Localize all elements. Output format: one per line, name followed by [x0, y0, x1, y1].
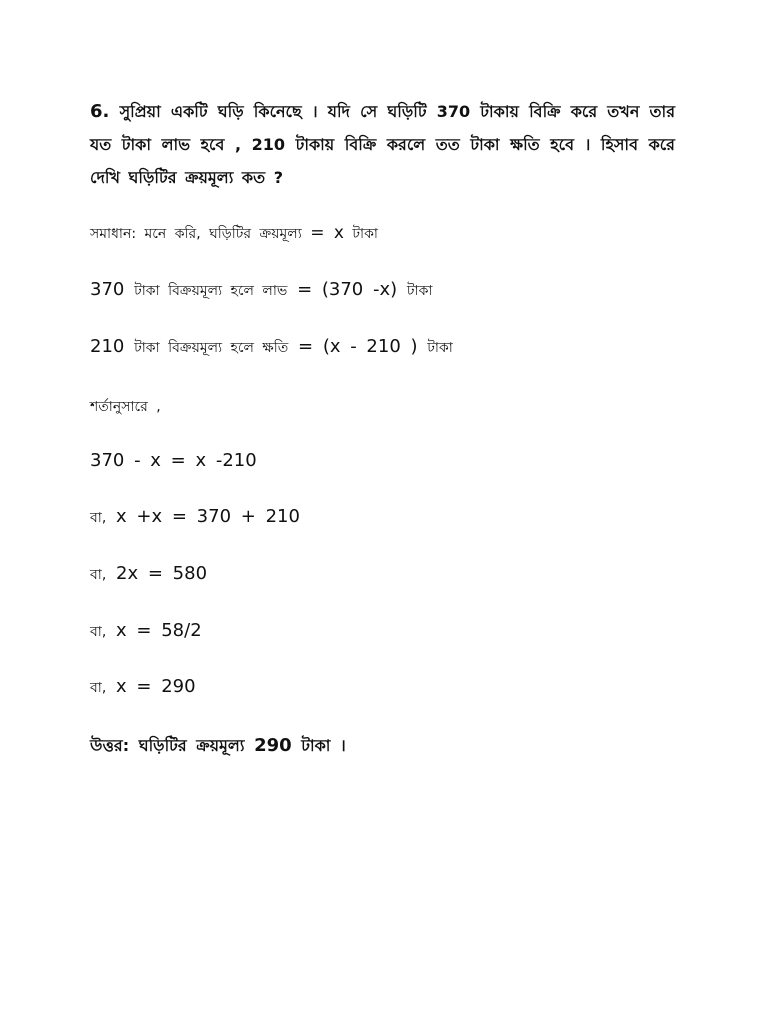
profit-text: টাকা বিক্রয়মূল্য হলে লাভ	[134, 283, 288, 299]
equation-prefix: বা,	[90, 680, 107, 696]
answer-line	[90, 733, 346, 760]
condition-line: শর্তানুসারে ,	[90, 399, 161, 415]
equation-expr: x = 58/2	[116, 620, 202, 641]
solution-assumption-eq: = x	[310, 223, 344, 243]
solution-assumption-text: মনে করি, ঘড়িটির ক্রয়মূল্য	[144, 226, 302, 242]
equation-line	[90, 676, 196, 700]
equation-expr: x +x = 370 + 210	[116, 506, 300, 527]
question-number: 6.	[90, 101, 110, 122]
solution-assumption-unit: টাকা	[352, 226, 378, 242]
equation-line	[90, 620, 202, 644]
equation-line	[90, 506, 300, 530]
solution-label: সমাধান:	[90, 226, 137, 242]
answer-text: ঘড়িটির ক্রয়মূল্য	[138, 736, 245, 755]
loss-text: টাকা বিক্রয়মূল্য হলে ক্ষতি	[134, 340, 289, 356]
profit-line	[90, 279, 432, 303]
equation-prefix: বা,	[90, 624, 107, 640]
loss-sell-price: 210	[90, 336, 125, 357]
profit-eq: = (370 -x)	[297, 279, 398, 300]
equation-expr: 2x = 580	[116, 563, 208, 584]
question-text	[90, 95, 675, 194]
profit-sell-price: 370	[90, 279, 125, 300]
equation-line	[90, 563, 207, 587]
loss-line	[90, 336, 453, 360]
answer-label: উত্তর:	[90, 736, 130, 755]
loss-unit: টাকা	[427, 340, 453, 356]
equation-prefix: বা,	[90, 510, 107, 526]
equation-expr: 370 - x = x -210	[90, 450, 257, 471]
loss-eq: = (x - 210 )	[298, 336, 418, 357]
profit-unit: টাকা	[406, 283, 433, 299]
equation-expr: x = 290	[116, 676, 196, 697]
answer-value: 290	[254, 735, 292, 756]
answer-unit: টাকা ।	[301, 736, 346, 755]
question-body: সুপ্রিয়া একটি ঘড়ি কিনেছে । যদি সে ঘড়িটি 370 টাকায় বিক্রি করে তখন তার যত টাকা লাভ হবে , 210 টাকায় বিক্রি করলে তত টাকা ক্ষতি হবে । হিসাব করে দেখি ঘড়িটির ক্রয়মূল্য কত ?	[90, 102, 675, 187]
equation-prefix: বা,	[90, 567, 107, 583]
equation-line	[90, 450, 257, 471]
solution-assumption-line	[90, 222, 378, 246]
